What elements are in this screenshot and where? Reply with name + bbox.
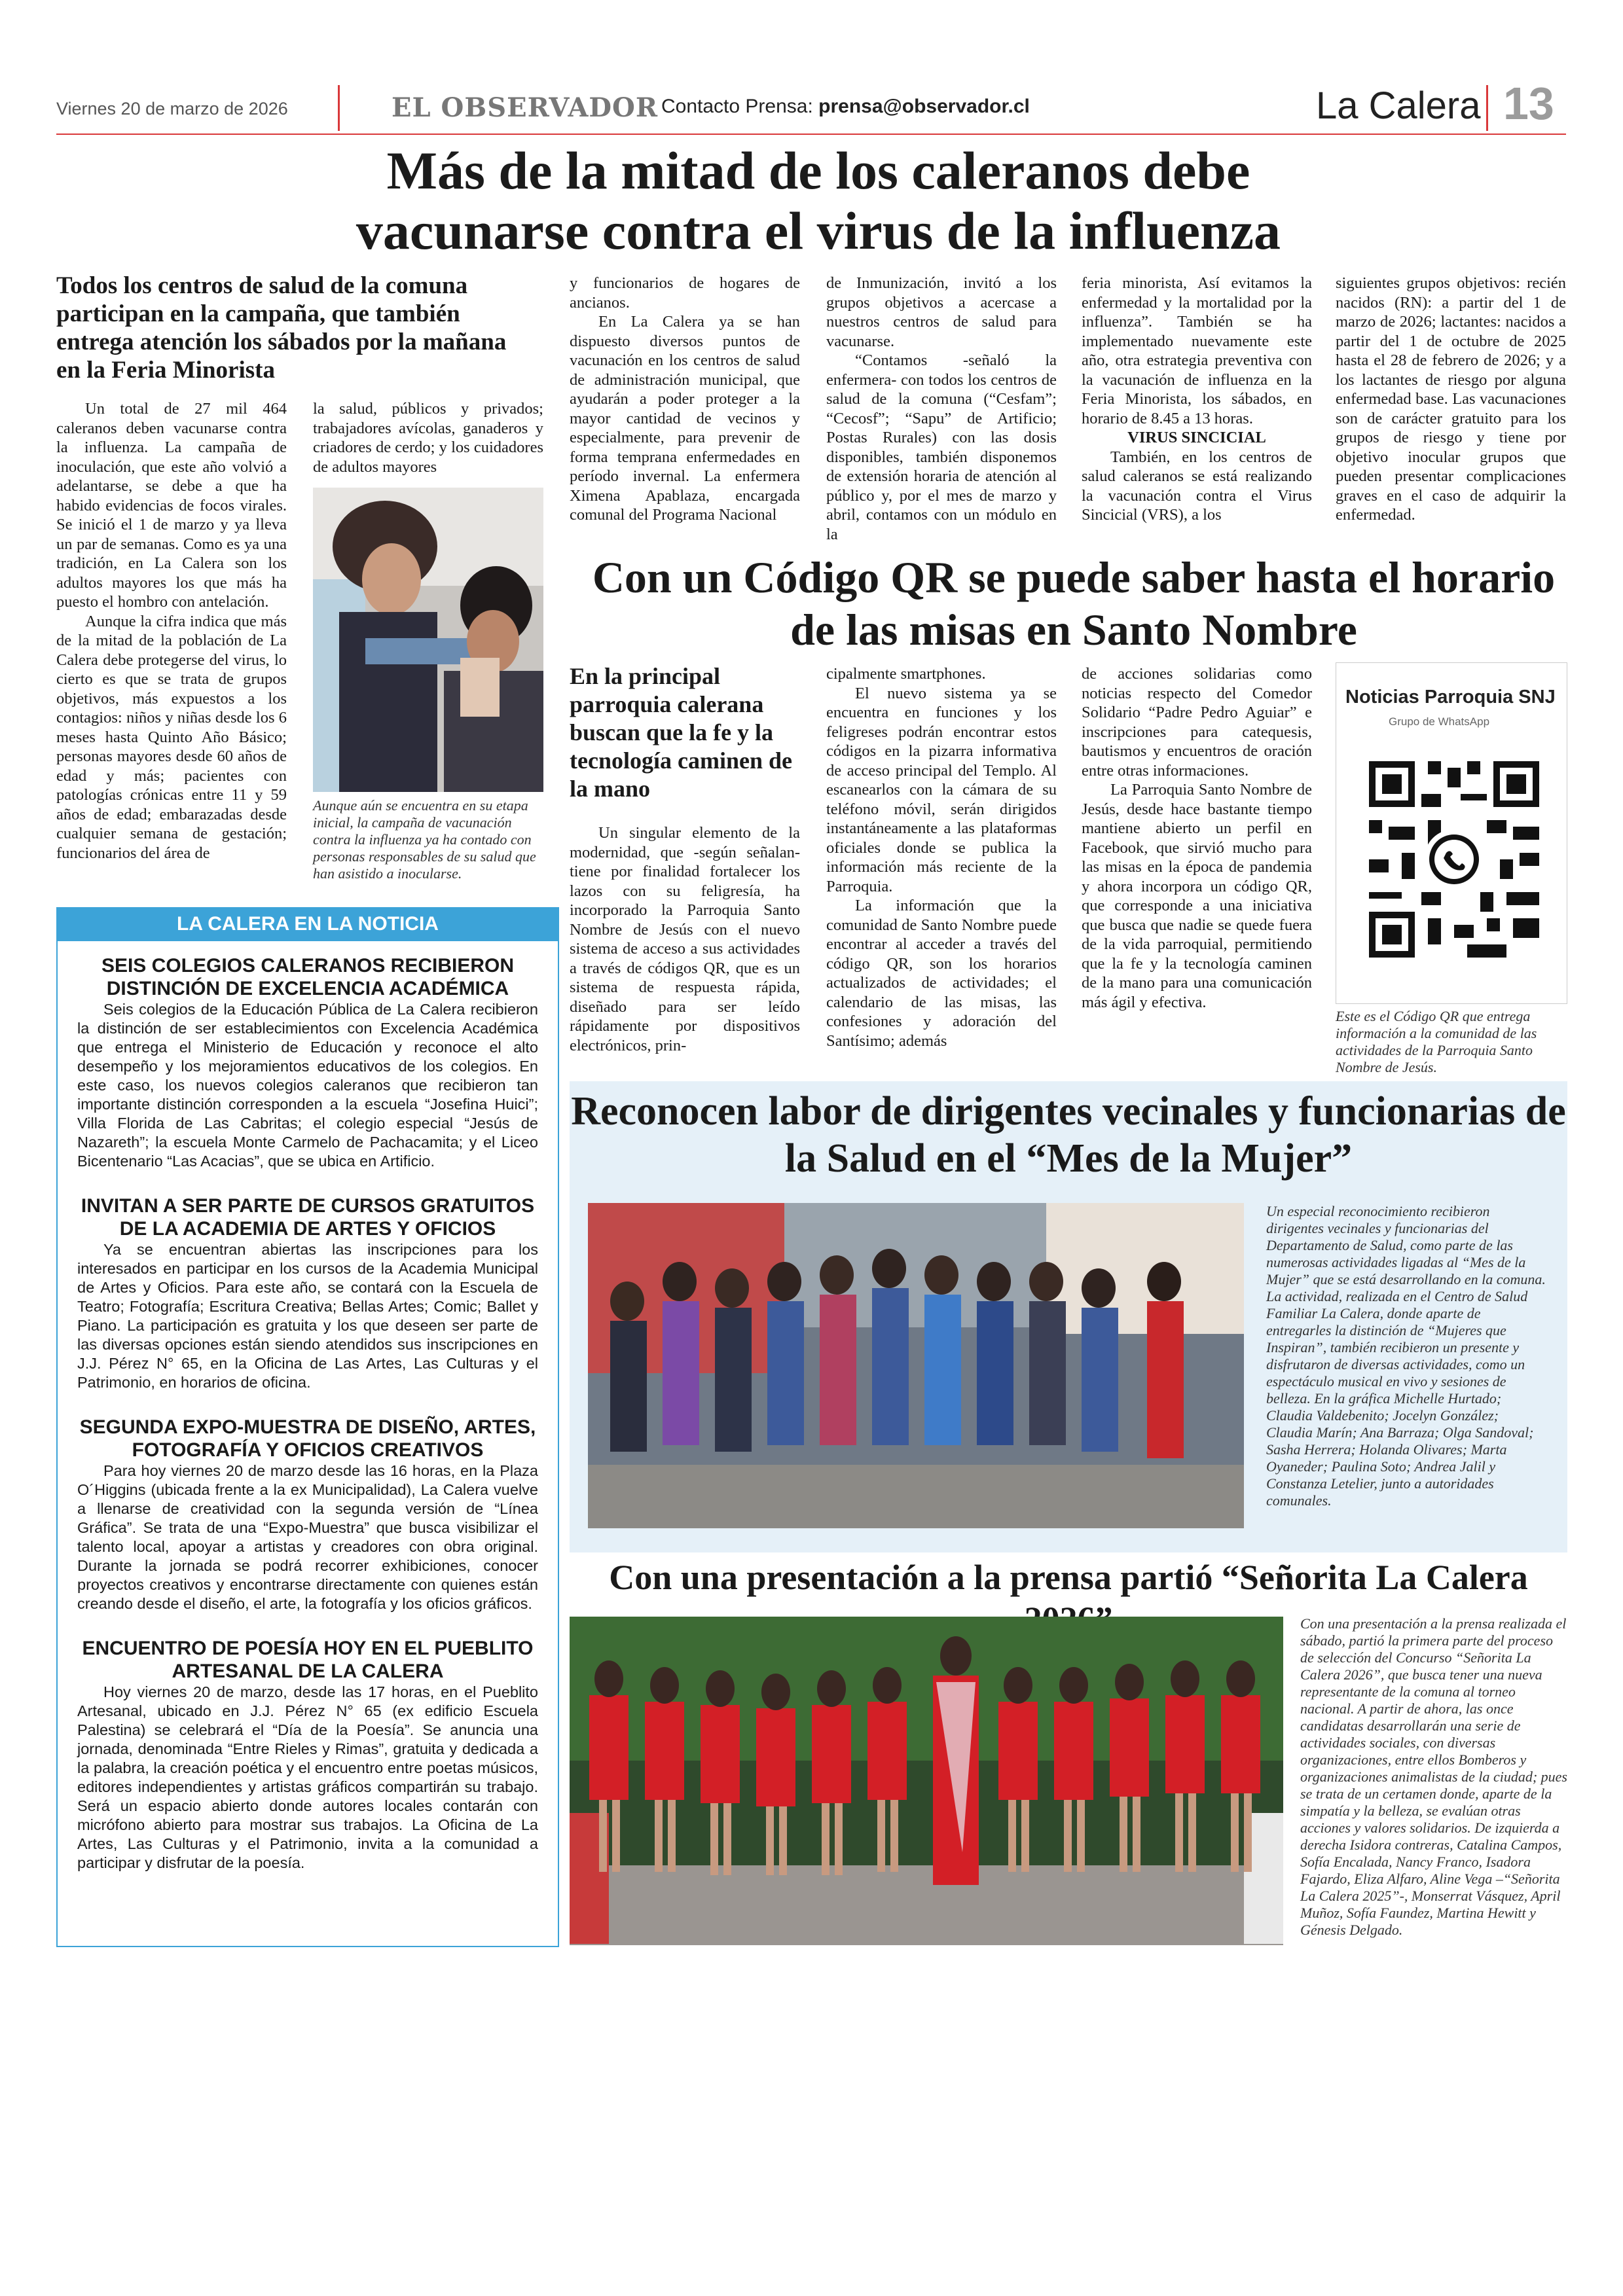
news-item-title: ENCUENTRO DE POESÍA HOY EN EL PUEBLITO ARTESANAL DE LA CALERA bbox=[82, 1638, 534, 1682]
headline-qr: Con un Código QR se puede saber hasta el horario de las misas en Santo Nombre bbox=[592, 552, 1556, 655]
qr-card bbox=[1336, 662, 1567, 1004]
article-column bbox=[313, 399, 543, 476]
paragraph: El nuevo sistema ya se encuentra en funciones y los feligreses podrán encontrar estos códigos en la pizarra informativa de acceso principal del Templo. Al escanearlos con la cámara de su teléfono móvil, serán dirigidos instantáneamente a las plataformas oficiales donde se publica la información más reciente de la Parroquia. bbox=[826, 684, 1057, 895]
photo-caption: Un especial reconocimiento recibieron dirigentes vecinales y funcionarias del Departamento de Salud, como parte de las numerosas actividades ligadas al “Mes de la Mujer” que se está desarrollando en la comuna. La actividad, realizada en el Centro de Salud Familiar La Calera, donde aparte de entregarles la distinción de “Mujeres que Inspiran”, también recibieron un presente y disfrutaron de diversas actividades, como un espectáculo musical en vivo y sesiones de belleza. En la gráfica Michelle Hurtado; Claudia Valdebenito; Jocelyn González; Claudia Marín; Ana Barraza; Olga Sandoval; Sasha Herrera; Holanda Olivares; Marta Oyaneder; Paulina Soto; Andrea Jalil y Constanza Letelier, junto a autoridades comunales. bbox=[1266, 1203, 1546, 1509]
issue-date: Viernes 20 de marzo de 2026 bbox=[56, 99, 288, 118]
headline-mes-mujer: Reconocen labor de dirigentes vecinales y funcionarias de la Salud en el “Mes de la Mujer” bbox=[571, 1089, 1566, 1181]
header-divider bbox=[1486, 85, 1488, 131]
qr-card-title: Noticias Parroquia SNJ bbox=[1345, 687, 1556, 708]
paragraph: “Contamos -señaló la enfermera- con todos los centros de salud de la comuna (“Cesfam”; “Cecosf”; “Sapu” de Artificio; Postas Rurales) con las dosis disponibles, también disponemos de extensión horaria de atención al público y, por el mes de marzo y abril, contamos con un módulo en la bbox=[826, 351, 1057, 543]
article-column bbox=[1336, 274, 1566, 525]
paragraph: cipalmente smartphones. bbox=[826, 665, 986, 683]
newspaper-name: EL OBSERVADOR bbox=[392, 92, 659, 123]
paragraph: de Inmunización, invitó a los grupos objetivos a acercase a nuestros centros de salud para vacunarse. bbox=[826, 274, 1057, 350]
article-column bbox=[570, 823, 800, 1055]
header-rule bbox=[56, 134, 1566, 135]
subhead-influenza: Todos los centros de salud de la comuna participan en la campaña, que también entrega atención los sábados por la mañana en la Feria Minorista bbox=[56, 272, 507, 384]
paragraph: Un total de 27 mil 464 caleranos deben vacunarse contra la influenza. La campaña de inoculación, que este año volvió a adelantarse, se debe a que ha habido evidencias de focos virales. Se inició el 1 de marzo y ya lleva un par de semanas. Como es ya una tradición, en La Calera son los adultos mayores los que más ha puesto el hombro con antelación. bbox=[56, 400, 287, 611]
news-box bbox=[56, 907, 559, 1947]
paragraph: Un singular elemento de la modernidad, que -según señalan- tiene por finalidad fortalecer los lazos con su feligresía, ha incorporado la Parroquia Santo Nombre de Jesús con el nuevo sistema de acceso a sus actividades a través de códigos QR, que es un sistema de respuesta rápida, diseñado para ser leído rápidamente por dispositivos electrónicos, prin- bbox=[570, 824, 800, 1054]
press-contact-label: Contacto Prensa: bbox=[661, 96, 813, 117]
page-number: 13 bbox=[1503, 78, 1554, 129]
news-item-body: Para hoy viernes 20 de marzo desde las 16 horas, en la Plaza O´Higgins (ubicada frente a la ex Municipalidad), La Calera vuelve a llenarse de creatividad con la segunda versión de “Línea Gráfica”. Se trata de una “Expo-Muestra” que busca visibilizar el talento local, apoyar a artistas y creadores con obra original. Durante la jornada se podrá recorrer exhibiciones, conocer proyectos creativos y encontrarse directamente con quienes están creando desde el diseño, el arte, la fotografía y los oficios gráficos. bbox=[77, 1462, 538, 1612]
news-item-body: Ya se encuentran abiertas las inscripciones para los interesados en participar en los cursos de la Academia Municipal de Artes y Oficios. Para este año, se contará con la Escuela de Teatro; Fotografía; Escritura Creativa; Bellas Artes; Comic; Ballet y Piano. La participación es gratuita y los que deseen ser parte de las diversas opciones están siendo atendidos sus inscripciones en J.J. Pérez N° 65, en la Oficina de Las Artes, Las Culturas y el Patrimonio, en horarios de oficina. bbox=[77, 1241, 538, 1391]
paragraph: y funcionarios de hogares de ancianos. bbox=[570, 274, 800, 312]
vaccination-photo bbox=[313, 488, 543, 792]
news-item-body: Hoy viernes 20 de marzo, desde las 17 horas, en el Pueblito Artesanal, ubicado en J.J. Pérez N° 65 (ex edificio Escuela Palestina) se celebrará el “Día de la Poesía”. Se anuncia una jornada, denominada “Entre Rieles y Rimas”, gratuita y dedicada a la palabra, la creación poética y el encuentro entre poetas músicos, editores independientes y artistas gráficos compartirán su trabajo. Será un espacio abierto donde autores locales contarán con micrófono abierto para mostrar sus trabajos. La Oficina de La Artes, Las Culturas y el Patrimonio, invita a la comunidad a participar y disfrutar de la poesía. bbox=[77, 1683, 538, 1871]
paragraph: de acciones solidarias como noticias respecto del Comedor Solidario “Padre Pedro Aguiar” e inscripciones para catequesis, bautismos y encuentros de oración entre otras informaciones. bbox=[1082, 665, 1312, 780]
news-item-body: Seis colegios de la Educación Pública de La Calera recibieron la distinción de ser establecimientos con Excelencia Académica que entrega el Ministerio de Educación y reconoce el alto desempeño y los mejoramientos educativos de los colegios. En este caso, los nuevos colegios caleranos que recibieron tan importante distinción corresponden a la escuela “Josefina Huici”; Villa Florida de Las Cabritas; el colegio especial “Jesús de Nazareth”; la escuela Monte Carmelo de Pachacamita; y el Liceo Bicentenario “Las Acacias”, que se ubica en Artificio. bbox=[77, 1001, 538, 1170]
news-item-title: SEIS COLEGIOS CALERANOS RECIBIERON DISTINCIÓN DE EXCELENCIA ACADÉMICA bbox=[101, 955, 515, 999]
qr-card-subtitle: Grupo de WhatsApp bbox=[1389, 715, 1490, 728]
article-column bbox=[826, 274, 1057, 544]
headline-influenza: Más de la mitad de los caleranos debe vacunarse contra el virus de la influenza bbox=[356, 141, 1281, 260]
paragraph: La información que la comunidad de Santo Nombre puede encontrar al acceder a través del código QR, son los horarios actualizados de actividades; el calendario de las misas, las confesiones y adoración del Santísimo; además bbox=[826, 897, 1057, 1050]
news-item-title: SEGUNDA EXPO-MUESTRA DE DISEÑO, ARTES, FOTOGRAFÍA Y OFICIOS CREATIVOS bbox=[79, 1416, 536, 1461]
section-name: La Calera bbox=[1316, 84, 1481, 127]
subhead-qr: En la principal parroquia calerana buscan que la fe y la tecnología caminen de la mano bbox=[570, 663, 792, 802]
press-contact bbox=[661, 96, 1030, 118]
article-column bbox=[1082, 274, 1312, 525]
article-column bbox=[570, 274, 800, 525]
photo-caption: Con una presentación a la prensa realizada el sábado, partió la primera parte del proceso de selección del Concurso “Señorita La Calera 2026”, que busca tener una nueva representante de la comuna al torneo nacional. A partir de ahora, las once candidatas desarrollarán una serie de actividades sociales, con diversas organizaciones, entre ellos Bomberos y organizaciones animalistas de la ciudad; pues se trata de un certamen donde, aparte de la simpatía y la belleza, se evalúan otras acciones y valores solidarios. De izquierda a derecha Isidora contreras, Catalina Campos, Sofía Encalada, Nancy Franco, Isadora Fajardo, Eliza Alfaro, Aline Vega –“Señorita La Calera 2025”-, Monserrat Vásquez, April Muñoz, Sofía Faundez, Martina Hewitt y Génesis Delgado. bbox=[1300, 1615, 1567, 1938]
news-box-content bbox=[77, 954, 538, 1873]
header-divider bbox=[338, 85, 340, 131]
photo-caption: Aunque aún se encuentra en su etapa inicial, la campaña de vacunación contra la influenza ya ha contado con personas responsables de su salud que han asistido a inocularse. bbox=[313, 797, 536, 882]
article-column bbox=[1082, 664, 1312, 1012]
article-column bbox=[56, 399, 287, 863]
qr-caption: Este es el Código QR que entrega información a la comunidad de las actividades de la Parroquia Santo Nombre de Jesús. bbox=[1336, 1008, 1537, 1075]
press-contact-email[interactable]: prensa@observador.cl bbox=[818, 96, 1030, 117]
paragraph: Aunque la cifra indica que más de la mitad de la población de La Calera debe protegerse del virus, lo cierto es que se trata de grupos objetivos, más expuestos a los contagios: niños y niñas desde los 6 meses hasta Quinto Año Básico; personas mayores desde 60 años de edad y más; pacientes con patologías crónicas entre 11 y 59 años de edad; embarazadas desde cualquier semana de gestación; funcionarios del área de bbox=[56, 612, 287, 862]
paragraph: feria minorista, Así evitamos la enfermedad y la mortalidad por la influenza”. También se ha implementado nuevamente este año, otra estrategia preventiva con la vacunación de influenza en la Feria Minorista, los sábados, en horario de 8.45 a 13 horas. bbox=[1082, 274, 1312, 427]
news-item-title: INVITAN A SER PARTE DE CURSOS GRATUITOS DE LA ACADEMIA DE ARTES Y OFICIOS bbox=[81, 1195, 535, 1240]
senorita-candidates-photo bbox=[570, 1617, 1283, 1945]
paragraph: En La Calera ya se han dispuesto diversos puntos de vacunación en los centros de salud de administración municipal, que ayudarán a poder proteger a la mayor cantidad de vecinos y especialmente, para prevenir de forma temprana enfermedades en período invernal. La enfermera Ximena Apablaza, encargada comunal del Programa Nacional bbox=[570, 313, 800, 524]
headline-senorita: Con una presentación a la prensa partió “Señorita La Calera bbox=[609, 1558, 1528, 1597]
subheading: VIRUS SINCICIAL bbox=[1127, 429, 1266, 446]
paragraph: la salud, públicos y privados; trabajadores avícolas, ganaderos y criadores de cerdo; y los cuidadores de adultos mayores bbox=[313, 400, 543, 476]
news-box-header: LA CALERA EN LA NOTICIA bbox=[56, 907, 559, 941]
qr-code-icon[interactable] bbox=[1369, 761, 1539, 958]
article-column bbox=[826, 664, 1057, 1050]
women-group-photo bbox=[588, 1203, 1244, 1528]
paragraph: También, en los centros de salud caleranos se está realizando la vacunación contra el Virus Sincicial (VRS), a los bbox=[1082, 448, 1312, 524]
paragraph: siguientes grupos objetivos: recién nacidos (RN): a partir del 1 de marzo de 2026; lactantes: nacidos a partir del 1 de octubre de 2025 hasta el 28 de febrero de 2026; y a los lactantes de riesgo por alguna enfermedad base. Las vacunaciones son de carácter gratuito para los grupos de riesgo y tiene por objetivo inocular grupos que pueden presentar complicaciones graves en el caso de adquirir la enfermedad. bbox=[1336, 274, 1566, 524]
paragraph: La Parroquia Santo Nombre de Jesús, desde hace bastante tiempo mantiene abierto un perfil en Facebook, que sirvió mucho para las misas en la época de pandemia y ahora incorpora un código QR, que corresponde a una iniciativa que busca que nadie se quede fuera de la vida parroquial, permitiendo que la fe y la tecnología caminen de la mano para una comunicación más ágil y efectiva. bbox=[1082, 781, 1312, 1011]
